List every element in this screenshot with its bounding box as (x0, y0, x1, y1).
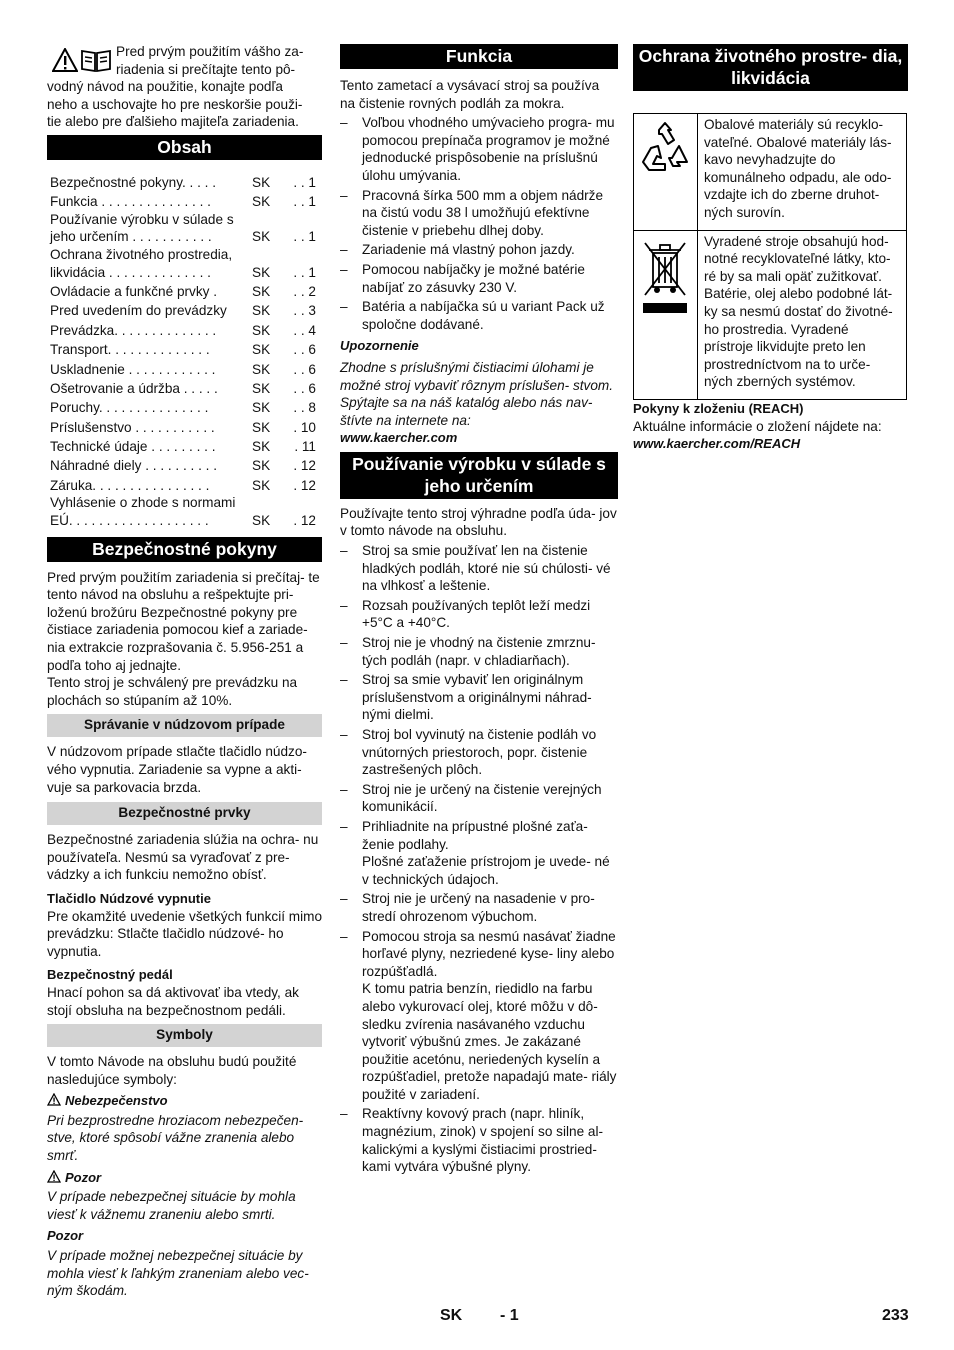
toc-table (50, 172, 322, 530)
toc-entry-title (50, 320, 252, 339)
function-heading: Funkcia (340, 44, 618, 69)
intended-use-intro: Používajte tento stroj výhradne podľa úda- jov v tomto návode na obsluhu. (340, 505, 617, 539)
intended-use-item-text: – Stroj bol vyvinutý na čistenie podláh vo vnútorných priestoroch, popr. čistenie zastrešených plôch. (362, 727, 597, 778)
toc-entry-language: SK (252, 322, 271, 338)
toc-entry-page: . . 2 (293, 283, 316, 299)
toc-entry-title-line-2: Záruka. . . . . . . . . . . . . . . . (50, 477, 210, 493)
recycle-cell (634, 114, 698, 231)
toc-entry-title-line-2: Pred uvedením do prevádzky (50, 303, 227, 319)
note-url[interactable]: www.kaercher.com (340, 430, 458, 446)
toc-entry-page: . . 8 (293, 400, 316, 416)
toc-entry-title-line-2: jeho určením . . . . . . . . . . . (50, 229, 212, 245)
toc-entry-title (50, 172, 252, 191)
intended-use-item (340, 597, 618, 632)
toc-entry-title (50, 359, 252, 378)
toc-entry-title-line-2: Náhradné diely . . . . . . . . . . (50, 458, 217, 474)
toc-entry-language: SK (252, 380, 271, 396)
toc-entry-title (50, 211, 252, 246)
toc-entry-title (50, 475, 252, 494)
toc-entry-title-line-2: Uskladnenie . . . . . . . . . . . . (50, 361, 216, 377)
column-left (47, 40, 322, 1300)
toc-entry-language: SK (252, 513, 271, 529)
function-intro: Tento zametací a vysávací stroj sa používa na čistenie rovných podláh za mokra. (340, 78, 600, 111)
intended-use-item-text: – Stroj sa smie používať len na čistenie hladkých podláh, ktoré nie sú chúlosti- vé na vlhkosť a leštenie. (362, 543, 611, 594)
danger-label: Nebezpečenstvo (65, 1093, 168, 1109)
toc-entry-language: SK (252, 458, 271, 474)
toc-entry-page: . . 1 (293, 194, 316, 210)
toc-row[interactable] (50, 456, 322, 475)
toc-entry-title-line-1: Vyhlásenie o zhode s normami (50, 495, 236, 511)
safety-pedal-heading: Bezpečnostný pedál (47, 967, 173, 983)
page-number: 233 (882, 1307, 909, 1324)
toc-row[interactable] (50, 281, 322, 300)
toc-entry-page: . . 6 (293, 380, 316, 396)
toc-entry-title-line-2: likvidácia . . . . . . . . . . . . . . (50, 264, 211, 280)
toc-entry-title-line-2: Bezpečnostné pokyny. . . . . (50, 174, 216, 190)
toc-entry-title-line-2: Poruchy. . . . . . . . . . . . . . . (50, 400, 209, 416)
toc-entry-title (50, 281, 252, 300)
intended-use-item-text: – Reaktívny kovový prach (napr. hliník, magnézium, zinok) v spojení so silne al- kalickými a kyslými čistiacimi prostried- kami vytvára výbušné plyny. (362, 1106, 604, 1175)
column-right (633, 44, 908, 453)
intended-use-item-extra: Plošné zaťaženie prístrojom je uvede- né v technických údajoch. (362, 854, 610, 887)
toc-row[interactable] (50, 475, 322, 494)
reach-text: Aktuálne informácie o zložení nájdete na: (633, 418, 882, 434)
toc-entry-title (50, 246, 252, 281)
disposal-text: Vyradené stroje obsahujú hod- notné recyklovateľné látky, kto- ré by sa mali opäť zužitkovať. Batérie, olej alebo podobné lát- ky sa nesmú dostať do životné- ho prostredia. Vyradené prístroje likvidujte preto len prostredníctvom na to urče- ných zberných systémov. (698, 230, 907, 399)
toc-entry-title (50, 494, 252, 529)
intended-use-item-text: – Prihliadnite na prípustné plošné zaťa- ženie podlahy. (362, 818, 588, 852)
toc-row[interactable] (50, 246, 322, 281)
note-text-1: Zhodne s príslušnými čistiacimi úlohami je možné stroj vybaviť rôznym príslušen- stvom. (340, 359, 613, 393)
intended-use-item (340, 890, 618, 925)
toc-entry-title (50, 191, 252, 210)
warning-label: Pozor (65, 1169, 102, 1185)
toc-entry-language: SK (252, 264, 271, 280)
toc-entry-title (50, 301, 252, 320)
safety-paragraph-2: Tento stroj je schválený pre prevádzku na plochách so stúpaním až 10%. (47, 675, 298, 708)
danger-label-line (47, 1092, 322, 1110)
danger-text: Pri bezprostredne hroziacom nebezpečen- stve, ktoré spôsobí vážne zranenia alebo smrť. (47, 1112, 304, 1164)
packaging-text: Obalové materiály sú recyklo- vateľné. Obalové materiály lás- kavo nevyhadzujte do komunálneho odpadu, ale odo- vzdajte ich do zberne druhot- ných surovín. (698, 114, 907, 231)
toc-row[interactable] (50, 172, 322, 191)
toc-row[interactable] (50, 398, 322, 417)
toc-row[interactable] (50, 191, 322, 210)
toc-entry-page: . . 6 (293, 361, 316, 377)
function-list-item: – Pracovná šírka 500 mm a objem nádrže na čistú vodu 38 l umožňujú efektívne čistenie v priebehu dlhej doby. (340, 187, 618, 240)
symbols-text: V tomto Návode na obsluhu budú použité nasledujúce symboly: (47, 1054, 297, 1087)
footer-language: SK (440, 1307, 463, 1324)
toc-entry-title-line-2: Technické údaje . . . . . . . . . (50, 439, 216, 455)
toc-entry-title-line-2: Ošetrovanie a údržba . . . . . (50, 380, 218, 396)
environment-heading: Ochrana životného prostre- dia, likvidácia (633, 44, 908, 91)
intended-use-item (340, 726, 618, 779)
toc-entry-language: SK (252, 194, 271, 210)
note-label: Upozornenie (340, 338, 419, 354)
toc-entry-page: . . 1 (293, 229, 316, 245)
function-list-item: – Zariadenie má vlastný pohon jazdy. (340, 241, 618, 259)
function-list-item: – Batéria a nabíjačka sú u variant Pack už spoločne dodávané. (340, 298, 618, 333)
toc-entry-title-line-1: Používanie výrobku v súlade s (50, 211, 234, 227)
toc-row[interactable] (50, 339, 322, 358)
toc-entry-title-line-2: Prevádzka. . . . . . . . . . . . . . (50, 322, 217, 338)
crossed-bin-icon (635, 235, 695, 321)
intended-use-item (340, 818, 618, 888)
environment-table (633, 113, 907, 400)
toc-entry-page: . 12 (293, 458, 316, 474)
toc-row[interactable] (50, 211, 322, 246)
toc-row[interactable] (50, 320, 322, 339)
warning-icon (52, 48, 78, 72)
toc-entry-title (50, 339, 252, 358)
bin-cell (634, 230, 698, 399)
safety-paragraph-1: Pred prvým použitím zariadenia si prečítaj- te tento návod na obsluhu a rešpektujte pri- loženú brožúru Bezpečnostné pokyny pre čistiace zariadenia pomocou kief a zariade- nia extrakcie rozprašovania č. 5.956-251 a podľa toho aj jednajte. (47, 569, 320, 673)
toc-entry-language: SK (252, 174, 271, 190)
toc-heading: Obsah (47, 135, 322, 160)
intended-use-item (340, 781, 618, 816)
recycle-icon (635, 118, 695, 188)
intro-line-2: riadenia si prečítajte tento pô- (116, 61, 296, 77)
toc-entry-language: SK (252, 342, 271, 358)
toc-entry-language: SK (252, 303, 271, 319)
warning-text: V prípade nebezpečnej situácie by mohla viesť k vážnemu zraneniu alebo smrti. (47, 1189, 296, 1222)
intended-use-heading: Používanie výrobku v súlade s jeho určením (340, 452, 618, 499)
toc-row[interactable] (50, 436, 322, 455)
toc-entry-language: SK (252, 361, 271, 377)
toc-entry-page: . 11 (294, 439, 316, 455)
emergency-text: V núdzovom prípade stlačte tlačidlo núdzo- vého vypnutia. Zariadenie sa vypne a akti- vuje sa parkovacia brzda. (47, 744, 307, 795)
disposal-row (634, 230, 907, 399)
intro-line-3: vodný návod na použitie, konajte podľa (47, 79, 283, 95)
intended-use-item-text: – Stroj nie je určený na čistenie verejných komunikácií. (362, 781, 602, 815)
function-list-item: – Voľbou vhodného umývacieho progra- mu pomocou prepínača programov je možné jednoducké prispôsobenie na príslušnú úlohu umývania. (340, 114, 618, 184)
toc-entry-title-line-2: EÚ. . . . . . . . . . . . . . . . . . . (50, 513, 209, 529)
safety-elements-heading: Bezpečnostné prvky (47, 802, 322, 825)
toc-entry-title (50, 378, 252, 397)
toc-entry-language: SK (252, 283, 271, 299)
intro-line-4: neho a uschovajte ho pre neskoršie použi- (47, 96, 303, 112)
toc-entry-language: SK (252, 400, 271, 416)
footer-section (500, 1307, 519, 1325)
toc-entry-language: SK (252, 419, 271, 435)
safety-heading: Bezpečnostné pokyny (47, 537, 322, 562)
toc-entry-title (50, 417, 252, 436)
reach-heading: Pokyny k zloženiu (REACH) (633, 400, 804, 416)
function-list (340, 114, 618, 333)
toc-entry-page: . . 3 (293, 303, 316, 319)
symbols-heading: Symboly (47, 1024, 322, 1047)
footer-section-text: - 1 (500, 1307, 519, 1324)
toc-entry-title (50, 436, 252, 455)
packaging-row (634, 114, 907, 231)
toc-entry-page: . 12 (293, 513, 316, 529)
toc-row[interactable] (50, 417, 322, 436)
intended-use-item (340, 542, 618, 595)
toc-entry-language: SK (252, 477, 271, 493)
intro-block (47, 43, 322, 131)
toc-entry-page: . . 6 (293, 342, 316, 358)
intended-use-item (340, 634, 618, 669)
function-list-item: – Pomocou nabíjačky je možné batérie nabíjať zo zásuvky 230 V. (340, 261, 618, 296)
toc-entry-page: . . 1 (293, 174, 316, 190)
toc-entry-title (50, 398, 252, 417)
toc-row[interactable] (50, 378, 322, 397)
toc-entry-page: . 10 (293, 419, 316, 435)
toc-entry-page: . 12 (293, 477, 316, 493)
safety-elements-text: Bezpečnostné zariadenia slúžia na ochra- nu používateľa. Nesmú sa vyraďovať z pre- vádzky a ich funkciu nemožno obísť. (47, 832, 319, 883)
toc-row[interactable] (50, 359, 322, 378)
intended-use-list (340, 542, 618, 1176)
intended-use-item (340, 928, 618, 1104)
manual-book-icon (80, 48, 112, 72)
intended-use-item-text: – Stroj nie je vhodný na čistenie zmrznu- tých podláh (napr. v chladiarňach). (362, 635, 596, 668)
toc-entry-language: SK (252, 439, 271, 455)
intended-use-item-text: – Stroj nie je určený na nasadenie v pro- stredí ohrozenom výbuchom. (362, 891, 595, 924)
note-text-2: Spýtajte sa na náš katalóg alebo nás nav- štívte na internete na: (340, 395, 593, 428)
danger-warning-icon (47, 1093, 61, 1106)
intro-line-5: tie alebo pre ďalšieho majiteľa zariadenia. (47, 114, 299, 130)
toc-entry-page: . . 4 (293, 322, 316, 338)
toc-entry-title (50, 456, 252, 475)
toc-row[interactable] (50, 301, 322, 320)
intro-line-1: Pred prvým použitím vášho za- (116, 44, 304, 59)
caution-text: V prípade možnej nebezpečnej situácie by mohla viesť k ľahkým zraneniam alebo vec- ným škodám. (47, 1248, 309, 1299)
toc-entry-title-line-2: Príslušenstvo . . . . . . . . . . . (50, 419, 215, 435)
toc-entry-page: . . 1 (293, 264, 316, 280)
emergency-button-heading: Tlačidlo Núdzové vypnutie (47, 890, 211, 906)
intended-use-item-extra: K tomu patria benzín, riedidlo na farbu alebo vykurovací olej, ktoré môžu v dô- sledku zvírenia nasávaného vzduchu vytvoriť výbušnú zmes. Je zakázané použitie acetónu, neriedených kyselín a rozpúšťadiel, pretože napadajú mate- riály použité v zariadení. (362, 981, 617, 1102)
toc-entry-title-line-2: Funkcia . . . . . . . . . . . . . . . (50, 194, 211, 210)
emergency-heading: Správanie v núdzovom prípade (47, 714, 322, 737)
reach-url[interactable]: www.kaercher.com/REACH (633, 436, 801, 452)
intended-use-item (340, 671, 618, 724)
toc-entry-title-line-1: Ochrana životného prostredia, (50, 246, 233, 262)
intended-use-item-text: – Rozsah používaných teplôt leží medzi +5°C a +40°C. (362, 597, 591, 631)
caution-label: Pozor (47, 1228, 84, 1244)
intended-use-item-text: – Stroj sa smie vybaviť len originálnym príslušenstvom a originálnymi náhrad- nými dielmi. (362, 672, 592, 723)
toc-row[interactable] (50, 494, 322, 529)
toc-entry-language: SK (252, 229, 271, 245)
toc-entry-title-line-2: Ovládacie a funkčné prvky . (50, 283, 217, 299)
emergency-button-text: Pre okamžité uvedenie všetkých funkcií mimo prevádzku: Stlačte tlačidlo núdzové- ho vypnutia. (47, 908, 323, 959)
intended-use-item-text: – Pomocou stroja sa nesmú nasávať žiadne horľavé plyny, nezriedené kyse- liny alebo rozpúšťadlá. (362, 928, 616, 979)
toc-entry-title-line-2: Transport. . . . . . . . . . . . . . (50, 342, 210, 358)
caution-warning-icon (47, 1170, 61, 1183)
column-middle (340, 44, 618, 1176)
intended-use-item (340, 1105, 618, 1175)
safety-pedal-text: Hnací pohon sa dá aktivovať iba vtedy, ak stojí obsluha na bezpečnostnom pedáli. (47, 984, 299, 1018)
warning-label-line (47, 1169, 322, 1187)
